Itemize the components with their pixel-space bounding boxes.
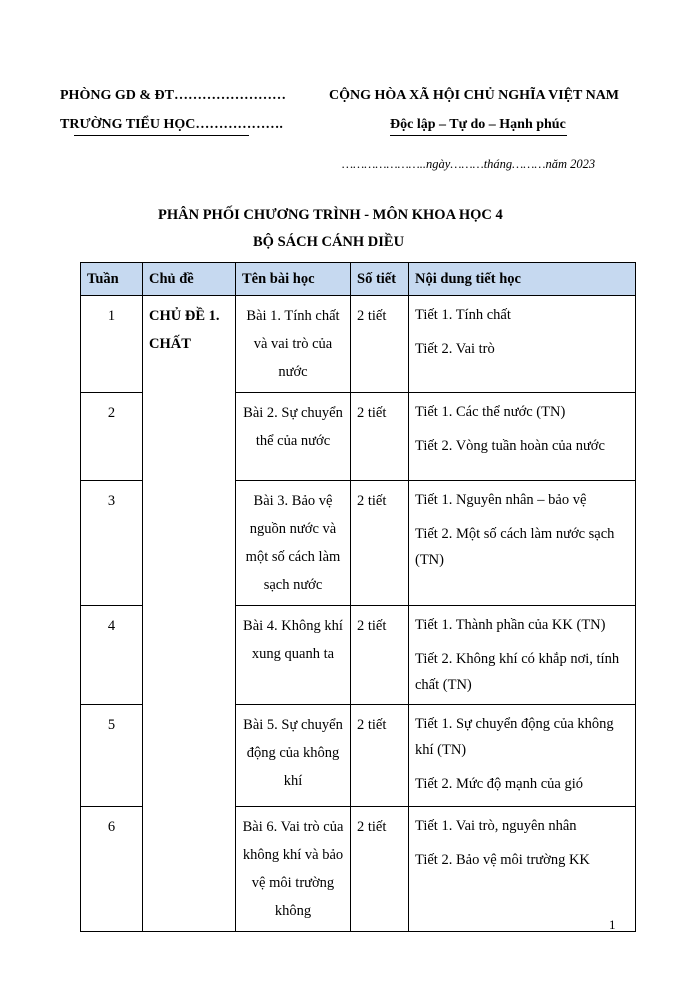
week-cell: 2 xyxy=(81,393,143,481)
week-cell: 4 xyxy=(81,606,143,705)
session-item: Tiết 2. Vòng tuần hoàn của nước xyxy=(415,438,605,454)
session-item: Tiết 1. Sự chuyển động của không khí (TN) xyxy=(415,716,614,758)
week-cell: 6 xyxy=(81,807,143,932)
page-number: 1 xyxy=(609,917,616,932)
content-cell xyxy=(409,296,636,393)
session-item: Tiết 2. Một số cách làm nước sạch (TN) xyxy=(415,526,615,568)
session-item: Tiết 2. Mức độ mạnh của gió xyxy=(415,776,584,792)
session-item: Tiết 1. Nguyên nhân – bảo vệ xyxy=(415,492,587,508)
lesson-cell: Bài 5. Sự chuyển động của không khí xyxy=(236,705,351,807)
header-week: Tuần xyxy=(81,263,143,296)
content-cell xyxy=(409,481,636,606)
lesson-cell: Bài 3. Bảo vệ nguồn nước và một số cách làm sạch nước xyxy=(236,481,351,606)
content-cell xyxy=(409,606,636,705)
session-item: Tiết 1. Thành phần của KK (TN) xyxy=(415,617,606,633)
content-cell xyxy=(409,705,636,807)
week-cell: 1 xyxy=(81,296,143,393)
sessions-cell: 2 tiết xyxy=(351,481,409,606)
lesson-cell: Bài 1. Tính chất và vai trò của nước xyxy=(236,296,351,393)
motto-label: Độc lập – Tự do – Hạnh phúc xyxy=(390,117,566,132)
sessions-cell: 2 tiết xyxy=(351,393,409,481)
session-item: Tiết 1. Các thể nước (TN) xyxy=(415,404,566,420)
session-item: Tiết 2. Không khí có khắp nơi, tính chất (TN) xyxy=(415,651,620,693)
sessions-cell: 2 tiết xyxy=(351,606,409,705)
country-label: CỘNG HÒA XÃ HỘI CHỦ NGHĨA VIỆT NAM xyxy=(329,88,620,103)
lesson-cell: Bài 2. Sự chuyển thể của nước xyxy=(236,393,351,481)
header-topic: Chủ đề xyxy=(143,263,236,296)
department-label: PHÒNG GD & ĐT…………………… xyxy=(60,88,286,103)
week-cell: 3 xyxy=(81,481,143,606)
sessions-cell: 2 tiết xyxy=(351,705,409,807)
week-cell: 5 xyxy=(81,705,143,807)
date-line: …………………..ngày………tháng………năm 2023 xyxy=(342,157,596,171)
content-cell xyxy=(409,393,636,481)
document-title: PHÂN PHỐI CHƯƠNG TRÌNH - MÔN KHOA HỌC 4 xyxy=(158,207,503,223)
session-item: Tiết 1. Tính chất xyxy=(415,307,511,323)
header-content: Nội dung tiết học xyxy=(409,263,636,296)
motto-underline xyxy=(390,135,567,136)
document-subtitle: BỘ SÁCH CÁNH DIỀU xyxy=(253,234,405,250)
table-row xyxy=(81,296,636,393)
curriculum-table xyxy=(80,262,636,932)
topic-cell: CHỦ ĐỀ 1. CHẤT xyxy=(143,296,236,932)
session-item: Tiết 2. Vai trò xyxy=(415,341,495,357)
sessions-cell: 2 tiết xyxy=(351,807,409,932)
header-sessions: Số tiết xyxy=(351,263,409,296)
sessions-cell: 2 tiết xyxy=(351,296,409,393)
header-lesson: Tên bài học xyxy=(236,263,351,296)
lesson-cell: Bài 4. Không khí xung quanh ta xyxy=(236,606,351,705)
session-item: Tiết 2. Bảo vệ môi trường KK xyxy=(415,852,590,868)
session-item: Tiết 1. Vai trò, nguyên nhân xyxy=(415,818,577,834)
school-underline xyxy=(74,135,249,136)
content-cell xyxy=(409,807,636,932)
lesson-cell: Bài 6. Vai trò của không khí và bảo vệ môi trường không xyxy=(236,807,351,932)
table-header-row xyxy=(81,263,636,296)
school-label: TRƯỜNG TIỂU HỌC………………. xyxy=(60,117,283,132)
